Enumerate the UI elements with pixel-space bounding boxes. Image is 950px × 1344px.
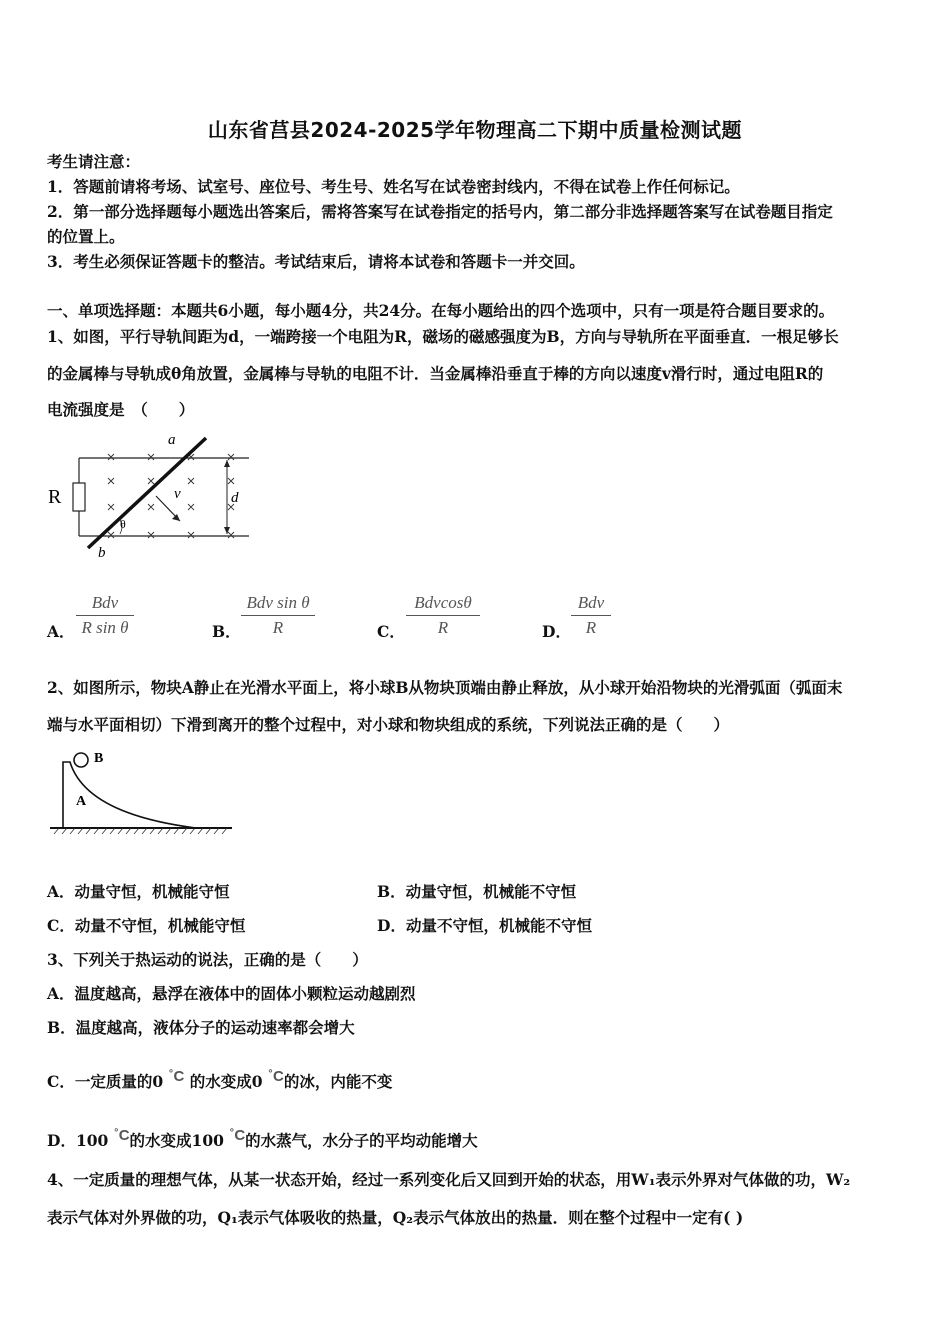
q1-option-d-den: R <box>585 618 597 637</box>
q3-option-d-post: 的水蒸气，水分子的平均动能增大 <box>245 1131 478 1150</box>
label-a: a <box>168 432 176 448</box>
q1-circuit-figure <box>44 428 259 563</box>
q3-option-c-post: 的冰，内能不变 <box>283 1072 393 1091</box>
label-v: v <box>174 486 181 502</box>
notice-line-2a: 2．第一部分选择题每小题选出答案后，需将答案写在试卷指定的括号内，第二部分非选择题答案写在试卷题目指定 <box>47 202 833 221</box>
q1-option-c-label: C． <box>377 622 405 641</box>
q1-option-b-fraction <box>241 592 315 639</box>
q1-option-c-fraction <box>406 592 480 639</box>
q2-option-b: B．动量守恒，机械能不守恒 <box>377 882 577 901</box>
resistor <box>73 483 85 511</box>
q1-option-d-fraction <box>571 592 611 639</box>
q1-option-a-num: Bdv <box>91 593 119 612</box>
metal-rod <box>88 438 206 548</box>
q1-option-a-den: R sin θ <box>81 618 129 637</box>
degree-sign: ° <box>113 1128 119 1139</box>
q3-option-b: B．温度越高，液体分子的运动速率都会增大 <box>47 1018 355 1037</box>
page-title: 山东省莒县2024-2025学年物理高二下期中质量检测试题 <box>207 118 743 142</box>
q4-line-1: 4、一定质量的理想气体，从某一状态开始，经过一系列变化后又回到开始的状态，用W₁表示外界对气体做的功，W₂ <box>47 1170 851 1189</box>
q3-option-a: A．温度越高，悬浮在液体中的固体小颗粒运动越剧烈 <box>47 984 416 1003</box>
q4-line-2: 表示气体对外界做的功，Q₁表示气体吸收的热量，Q₂表示气体放出的热量．则在整个过程中一定有( ) <box>47 1208 744 1227</box>
q1-option-a-label: A． <box>47 622 75 641</box>
q1-line-1: 1、如图，平行导轨间距为d，一端跨接一个电阻为R，磁场的磁感强度为B，方向与导轨所在平面垂直．一根足够长 <box>47 327 839 346</box>
q3-option-c-pre: C．一定质量的0 <box>47 1072 164 1091</box>
q3-option-d-mid: 的水变成100 <box>129 1131 224 1150</box>
degree-sign: ° <box>168 1069 174 1080</box>
q1-option-b-den: R <box>272 618 284 637</box>
ball-B <box>74 753 88 767</box>
q1-option-a-fraction <box>76 592 134 639</box>
degree-sign: ° <box>229 1128 235 1139</box>
q2-block-figure <box>46 748 236 838</box>
label-d: d <box>231 490 239 506</box>
q1-option-b-label: B． <box>212 622 241 641</box>
notice-line-1: 1．答题前请将考场、试室号、座位号、考生号、姓名写在试卷密封线内，不得在试卷上作任何标记。 <box>47 177 740 196</box>
q1-option-c-num: Bdvcosθ <box>414 593 472 612</box>
q3-option-c <box>47 1065 392 1092</box>
q2-line-2: 端与水平面相切）下滑到离开的整个过程中，对小球和物块组成的系统，下列说法正确的是（ ） <box>47 715 730 734</box>
q2-option-c: C．动量不守恒，机械能守恒 <box>47 916 246 935</box>
q3-option-c-mid: 的水变成0 <box>189 1072 263 1091</box>
q2-line-1: 2、如图所示，物块A静止在光滑水平面上，将小球B从物块顶端由静止释放，从小球开始沿物块的光滑弧面（弧面末 <box>47 678 843 697</box>
label-A: A <box>76 794 87 809</box>
label-R: R <box>48 486 62 508</box>
label-b: b <box>98 545 106 561</box>
notice-line-3: 3．考生必须保证答题卡的整洁。考试结束后，请将本试卷和答题卡一并交回。 <box>47 252 585 271</box>
q3-option-d <box>47 1124 478 1151</box>
celsius-c: C <box>173 1068 185 1085</box>
notice-header: 考生请注意： <box>47 152 141 171</box>
q2-option-a: A．动量守恒，机械能守恒 <box>47 882 230 901</box>
notice-line-2b: 的位置上。 <box>47 227 125 246</box>
q1-line-2: 的金属棒与导轨成θ角放置，金属棒与导轨的电阻不计．当金属棒沿垂直于棒的方向以速度v滑行时，通过电阻R的 <box>47 364 824 383</box>
q1-option-d-num: Bdv <box>577 593 605 612</box>
q1-option-b-num: Bdv sin θ <box>246 593 310 612</box>
q3-option-d-pre: D．100 <box>47 1131 109 1150</box>
label-theta: θ <box>120 517 126 531</box>
q1-option-d-label: D． <box>542 622 571 641</box>
celsius-c: C <box>234 1127 246 1144</box>
q2-option-d: D．动量不守恒，机械能不守恒 <box>377 916 592 935</box>
q1-line-3: 电流强度是 （ ） <box>47 400 195 419</box>
celsius-c: C <box>118 1127 130 1144</box>
label-B: B <box>94 751 104 766</box>
degree-sign: ° <box>267 1069 273 1080</box>
q3-stem: 3、下列关于热运动的说法，正确的是（ ） <box>47 950 368 969</box>
celsius-c: C <box>272 1068 284 1085</box>
section-heading: 一、单项选择题：本题共6小题，每小题4分，共24分。在每小题给出的四个选项中，只有一项是符合题目要求的。 <box>47 301 835 320</box>
q1-option-c-den: R <box>437 618 449 637</box>
